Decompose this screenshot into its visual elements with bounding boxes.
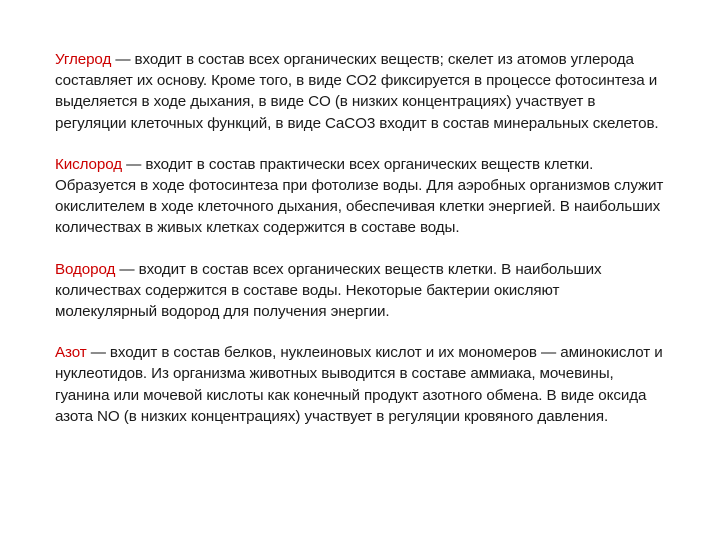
paragraph-hydrogen-text: — входит в состав всех органических веществ клетки. В наибольших количествах содержится в составе воды. Некоторые бактерии окисляют молекулярный водород для получения энергии.	[55, 260, 602, 321]
term-nitrogen: Азот	[55, 344, 87, 362]
paragraph-oxygen-text: — входит в состав практически всех органических веществ клетки. Образуется в ходе фотосинтеза при фотолизе воды. Для аэробных организмов служит окислителем в ходе клеточного дыхания, обеспечивая клетки энергией. В наибольших количествах в живых клетках содержится в составе воды.	[55, 155, 664, 237]
term-carbon: Углерод	[55, 51, 112, 68]
paragraph-hydrogen	[55, 259, 665, 323]
paragraph-carbon-text: — входит в состав всех органических веществ; скелет из атомов углерода составляет их основу. Кроме того, в виде CO2 фиксируется в процессе фотосинтеза и выделяется в ходе дыхания, в виде CO (в низких концентрациях) участвует в регуляции клеточных функций, в виде CaCO3 входит в состав минеральных скелетов.	[55, 51, 659, 132]
paragraph-nitrogen	[55, 342, 665, 427]
paragraph-oxygen	[55, 154, 665, 239]
paragraph-carbon	[55, 49, 665, 134]
term-hydrogen: Водород	[55, 260, 116, 278]
paragraph-nitrogen-text: — входит в состав белков, нуклеиновых кислот и их мономеров — аминокислот и нуклеотидов. Из организма животных выводится в составе аммиака, мочевины, гуанина или мочевой кислоты как конечный продукт азотного обмена. В виде оксида азота NO (в низких концентрациях) участвует в регуляции кровяного давления.	[55, 344, 663, 425]
slide-content	[55, 49, 665, 447]
term-oxygen: Кислород	[55, 155, 123, 173]
